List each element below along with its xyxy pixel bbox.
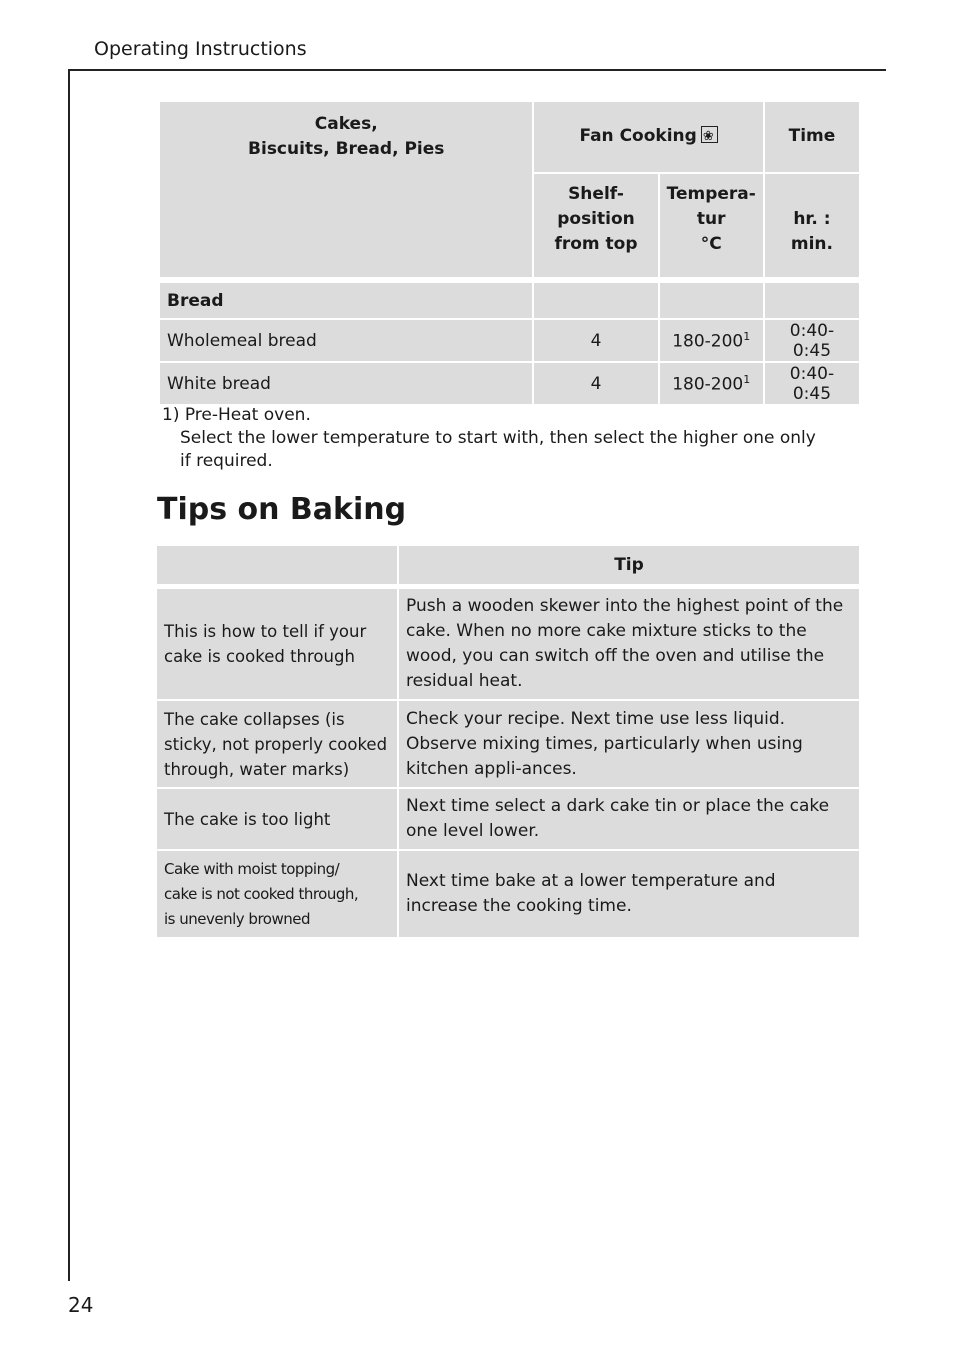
fan-cooking-icon: [701, 126, 718, 143]
page-number: 24: [68, 1293, 94, 1317]
tip-condition: The cake is too light: [157, 789, 397, 849]
fan-cooking-label: Fan Cooking: [579, 126, 697, 147]
col-tip-header: Tip: [399, 546, 859, 584]
sub-time-header: hr. : min.: [765, 174, 859, 277]
header-rule: [68, 69, 886, 71]
table-row: [157, 589, 859, 699]
footnote-line2: Select the lower temperature to start with, then select the higher one only if required.: [180, 428, 816, 471]
col-category-header: Cakes, Biscuits, Bread, Pies: [160, 102, 532, 277]
temperature: $180-200^1$: [660, 320, 763, 361]
section-label: Bread: [160, 283, 532, 318]
footnote-marker: 1): [162, 405, 180, 425]
tip-text: Next time bake at a lower temperature and increase the cooking time.: [399, 851, 859, 937]
margin-rule: [68, 69, 70, 1281]
tip-text: Next time select a dark cake tin or place the cake one level lower.: [399, 789, 859, 849]
footnote-line1: Pre-Heat oven.: [184, 405, 311, 425]
tip-text: Check your recipe. Next time use less liquid. Observe mixing times, particularly when using kitchen appli-ances.: [399, 701, 859, 787]
shelf-position: 4: [534, 320, 657, 361]
section-heading: Tips on Baking: [157, 492, 407, 527]
col-fan-cooking-header: [534, 102, 762, 172]
table-row: [160, 320, 859, 361]
tips-table: [155, 544, 861, 939]
food-name: Wholemeal bread: [160, 320, 532, 361]
sub-shelf-header: Shelf- position from top: [534, 174, 657, 277]
tip-condition: This is how to tell if your cake is cooked through: [157, 589, 397, 699]
food-name: White bread: [160, 363, 532, 404]
col-time-header: Time: [765, 102, 859, 172]
shelf-position: 4: [534, 363, 657, 404]
tip-condition: The cake collapses (is sticky, not properly cooked through, water marks): [157, 701, 397, 787]
temperature: $180-200^1$: [660, 363, 763, 404]
sub-temp-header: Tempera- tur °C: [660, 174, 763, 277]
cooking-time: 0:40-0:45: [765, 320, 859, 361]
page-header-title: Operating Instructions: [94, 38, 307, 60]
tip-text: Push a wooden skewer into the highest point of the cake. When no more cake mixture sticks to the wood, you can switch off the oven and utilise the residual heat.: [399, 589, 859, 699]
table-row: [157, 851, 859, 937]
footnote: [162, 404, 820, 473]
table-row: [157, 789, 859, 849]
baking-table: [158, 100, 861, 406]
tip-condition: Cake with moist topping/ cake is not cooked through, is unevenly browned: [157, 851, 397, 937]
cooking-time: 0:40-0:45: [765, 363, 859, 404]
table-row: [157, 701, 859, 787]
table-row: [160, 363, 859, 404]
